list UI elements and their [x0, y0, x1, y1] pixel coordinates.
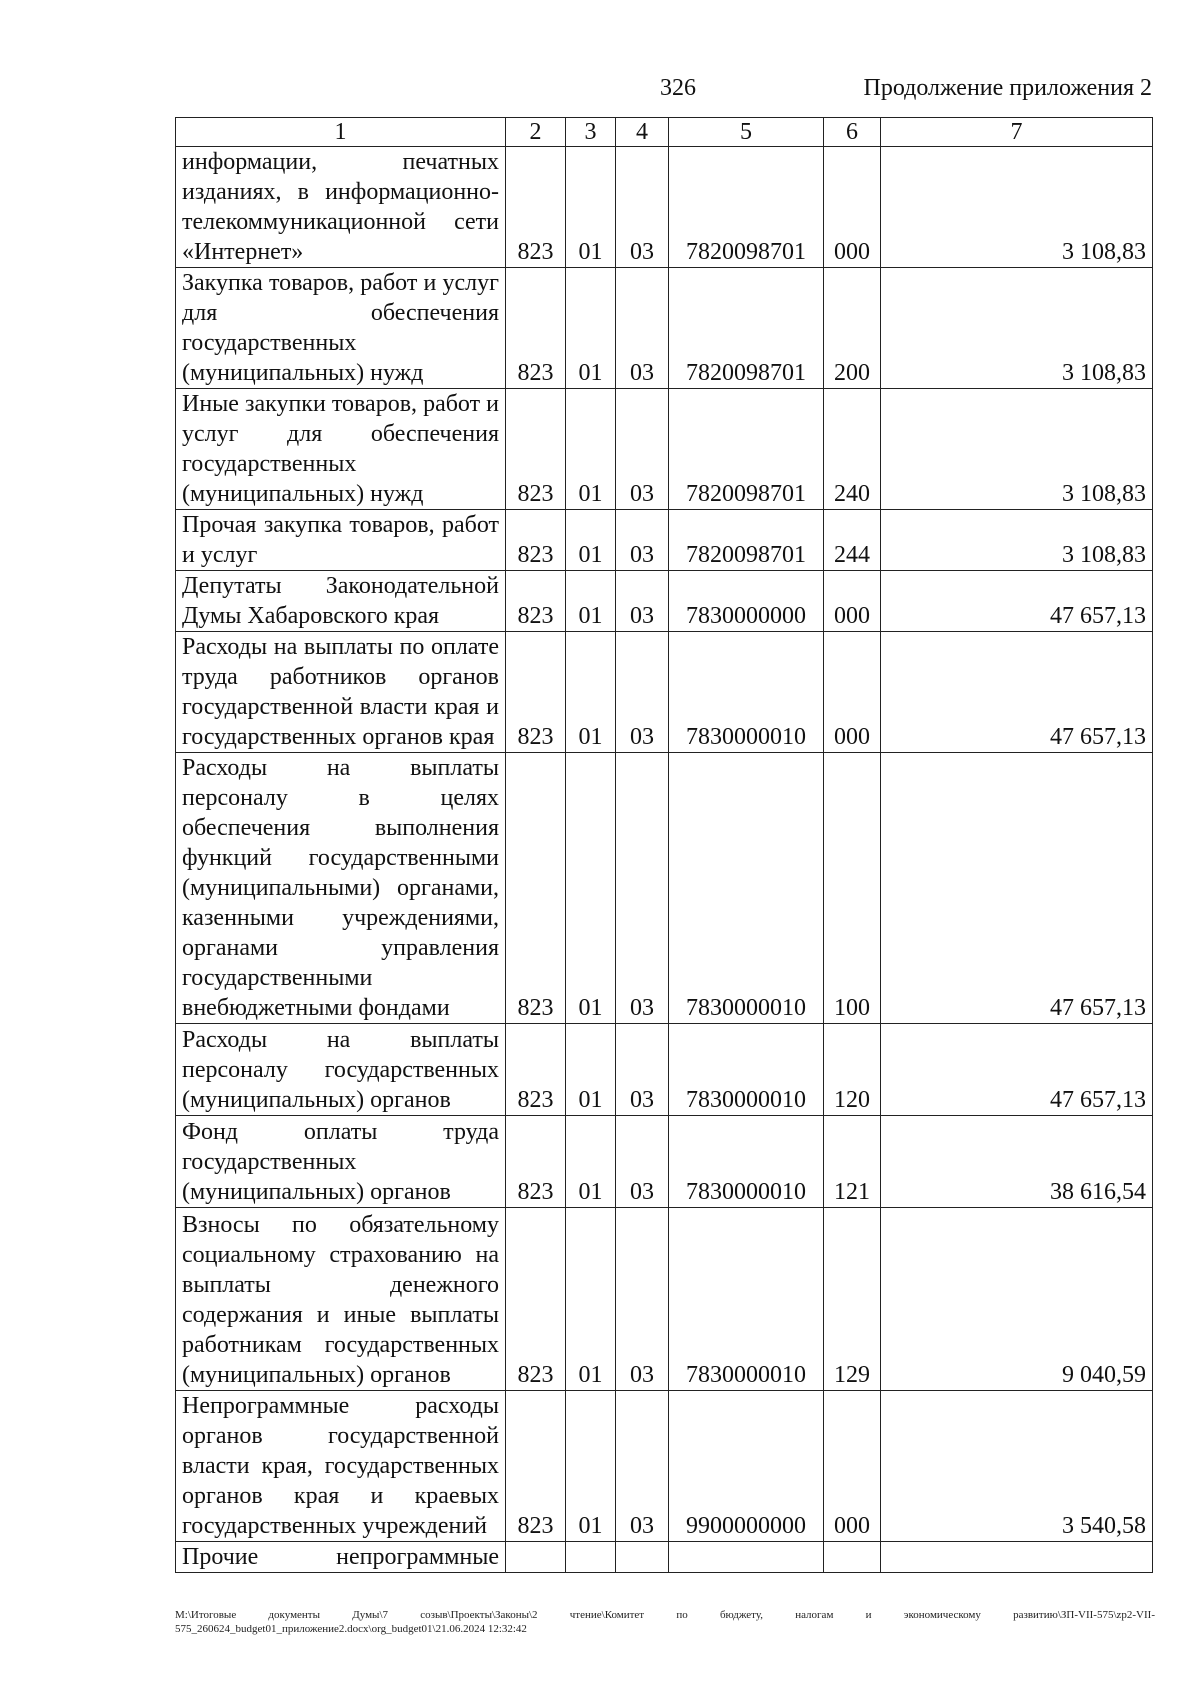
table-row [176, 389, 1153, 510]
document-path-footer: M:\Итоговые документы Думы\7 созыв\Проекты\Законы\2 чтение\Комитет по бюджету, налогам и экономическому развитию\ЗП-VII-575\zp2-VII-575_260624_budget01_приложение2.docx\org_budget01\21.06.2024 12:32:42 [175, 1609, 1155, 1635]
table-row [176, 1116, 1153, 1208]
cell-target-article: 7820098701 [669, 510, 824, 571]
table-row [176, 1208, 1153, 1391]
cell-ministry: 823 [506, 1391, 566, 1542]
cell-ministry [506, 1542, 566, 1573]
cell-subsection: 03 [616, 389, 669, 510]
cell-expense-type: 240 [824, 389, 881, 510]
cell-ministry: 823 [506, 571, 566, 632]
cell-section [566, 1542, 616, 1573]
cell-amount: 3 540,58 [881, 1391, 1153, 1542]
cell-expense-type [824, 1542, 881, 1573]
cell-expense-type: 121 [824, 1116, 881, 1208]
cell-expense-type: 000 [824, 1391, 881, 1542]
cell-expense-type: 120 [824, 1024, 881, 1116]
row-description: Прочие непрограммные [176, 1542, 506, 1573]
cell-target-article: 7820098701 [669, 389, 824, 510]
row-description: Взносы по обязательному социальному страхованию на выплаты денежного содержания и иные выплаты работникам государственных (муниципальных) органов [176, 1208, 506, 1391]
cell-subsection [616, 1542, 669, 1573]
cell-ministry: 823 [506, 1024, 566, 1116]
cell-target-article: 7830000010 [669, 1208, 824, 1391]
column-header: 1 [176, 118, 506, 147]
cell-ministry: 823 [506, 1116, 566, 1208]
page-number: 326 [660, 75, 696, 101]
column-header: 6 [824, 118, 881, 147]
cell-subsection: 03 [616, 571, 669, 632]
row-description: Прочая закупка товаров, работ и услуг [176, 510, 506, 571]
cell-subsection: 03 [616, 1391, 669, 1542]
row-description: Депутаты Законодательной Думы Хабаровского края [176, 571, 506, 632]
cell-ministry: 823 [506, 1208, 566, 1391]
cell-section: 01 [566, 1024, 616, 1116]
cell-target-article: 7820098701 [669, 268, 824, 389]
cell-ministry: 823 [506, 147, 566, 268]
cell-section: 01 [566, 510, 616, 571]
table-row [176, 1391, 1153, 1542]
cell-amount: 47 657,13 [881, 571, 1153, 632]
cell-target-article: 7830000010 [669, 632, 824, 753]
cell-expense-type: 200 [824, 268, 881, 389]
cell-amount: 47 657,13 [881, 753, 1153, 1024]
cell-ministry: 823 [506, 632, 566, 753]
row-description: информации, печатных изданиях, в информационно-телекоммуникационной сети «Интернет» [176, 147, 506, 268]
table-row [176, 571, 1153, 632]
table-row [176, 147, 1153, 268]
cell-subsection: 03 [616, 147, 669, 268]
cell-section: 01 [566, 389, 616, 510]
cell-ministry: 823 [506, 510, 566, 571]
cell-section: 01 [566, 753, 616, 1024]
cell-expense-type: 129 [824, 1208, 881, 1391]
cell-section: 01 [566, 1116, 616, 1208]
cell-section: 01 [566, 1391, 616, 1542]
cell-ministry: 823 [506, 268, 566, 389]
row-description: Непрограммные расходы органов государственной власти края, государственных органов края и краевых государственных учреждений [176, 1391, 506, 1542]
cell-expense-type: 100 [824, 753, 881, 1024]
cell-subsection: 03 [616, 632, 669, 753]
row-description: Закупка товаров, работ и услуг для обеспечения государственных (муниципальных) нужд [176, 268, 506, 389]
cell-amount [881, 1542, 1153, 1573]
budget-table [175, 117, 1153, 1573]
cell-subsection: 03 [616, 1208, 669, 1391]
table-row [176, 1024, 1153, 1116]
cell-amount: 3 108,83 [881, 510, 1153, 571]
cell-subsection: 03 [616, 268, 669, 389]
cell-amount: 3 108,83 [881, 268, 1153, 389]
cell-target-article [669, 1542, 824, 1573]
cell-section: 01 [566, 571, 616, 632]
cell-section: 01 [566, 632, 616, 753]
column-header: 2 [506, 118, 566, 147]
cell-subsection: 03 [616, 1116, 669, 1208]
column-header: 7 [881, 118, 1153, 147]
cell-expense-type: 000 [824, 147, 881, 268]
cell-subsection: 03 [616, 1024, 669, 1116]
table-row [176, 510, 1153, 571]
cell-subsection: 03 [616, 510, 669, 571]
table-row [176, 268, 1153, 389]
cell-subsection: 03 [616, 753, 669, 1024]
table-row [176, 632, 1153, 753]
cell-amount: 9 040,59 [881, 1208, 1153, 1391]
cell-expense-type: 000 [824, 632, 881, 753]
cell-section: 01 [566, 147, 616, 268]
row-description: Расходы на выплаты персоналу в целях обеспечения выполнения функций государственными (муниципальными) органами, казенными учреждениями, органами управления государственными внебюджетными фондами [176, 753, 506, 1024]
cell-target-article: 7830000000 [669, 571, 824, 632]
cell-expense-type: 244 [824, 510, 881, 571]
column-header: 3 [566, 118, 616, 147]
column-header: 5 [669, 118, 824, 147]
cell-target-article: 7830000010 [669, 1024, 824, 1116]
table-row [176, 753, 1153, 1024]
cell-amount: 38 616,54 [881, 1116, 1153, 1208]
row-description: Расходы на выплаты по оплате труда работников органов государственной власти края и государственных органов края [176, 632, 506, 753]
row-description: Фонд оплаты труда государственных (муниципальных) органов [176, 1116, 506, 1208]
cell-ministry: 823 [506, 389, 566, 510]
continuation-label: Продолжение приложения 2 [863, 75, 1152, 101]
cell-target-article: 7830000010 [669, 1116, 824, 1208]
table-header-row [176, 118, 1153, 147]
cell-amount: 47 657,13 [881, 632, 1153, 753]
cell-section: 01 [566, 1208, 616, 1391]
table-row [176, 1542, 1153, 1573]
row-description: Иные закупки товаров, работ и услуг для обеспечения государственных (муниципальных) нужд [176, 389, 506, 510]
row-description: Расходы на выплаты персоналу государственных (муниципальных) органов [176, 1024, 506, 1116]
cell-expense-type: 000 [824, 571, 881, 632]
cell-section: 01 [566, 268, 616, 389]
cell-amount: 3 108,83 [881, 147, 1153, 268]
cell-target-article: 9900000000 [669, 1391, 824, 1542]
cell-ministry: 823 [506, 753, 566, 1024]
cell-target-article: 7820098701 [669, 147, 824, 268]
cell-amount: 3 108,83 [881, 389, 1153, 510]
column-header: 4 [616, 118, 669, 147]
cell-target-article: 7830000010 [669, 753, 824, 1024]
cell-amount: 47 657,13 [881, 1024, 1153, 1116]
